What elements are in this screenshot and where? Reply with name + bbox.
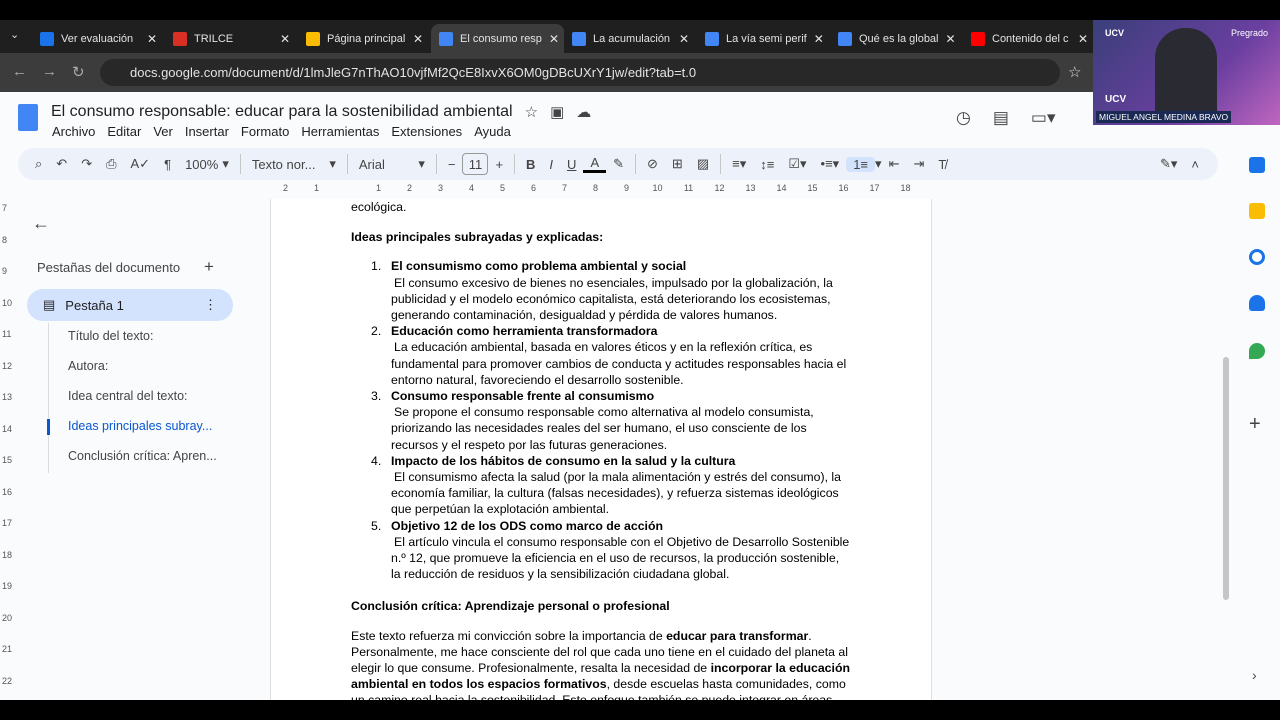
close-tab-icon[interactable]: ✕ [548,31,559,46]
add-ons-icon[interactable]: + [1249,413,1261,435]
tab-options-icon[interactable]: ⋮ [204,297,217,312]
ruler-tick: 1 [375,183,381,193]
increase-font-size-button[interactable]: + [495,156,504,172]
browser-tab[interactable] [697,24,830,53]
ruler-tick: 19 [2,581,13,591]
bookmark-star-icon[interactable]: ☆ [1068,64,1082,81]
font-size-input[interactable] [462,153,488,175]
list-item [351,388,851,453]
scrollbar[interactable] [1223,357,1229,600]
menu-archivo[interactable]: Archivo [52,124,96,139]
ruler-tick: 18 [2,549,13,560]
image-icon[interactable]: ▨ [696,156,710,171]
clear-formatting-icon[interactable]: T̸ [938,156,947,172]
favicon-icon [705,32,719,46]
font-value: Arial [358,156,385,172]
tab-title: El consumo resp [460,32,542,45]
list-number: 3. [371,389,382,404]
item-title: El consumismo como problema ambiental y social [391,259,687,274]
ruler-tick: 13 [2,392,13,402]
address-bar-row [0,53,1280,92]
list-item [351,453,851,518]
close-tab-icon[interactable]: ✕ [1077,31,1088,46]
outline-item[interactable]: Título del texto: [68,329,154,343]
webcam-badge: Pregrado [1230,28,1268,38]
close-tab-icon[interactable]: ✕ [146,31,157,46]
url-input[interactable] [100,59,1060,86]
decrease-font-size-button[interactable]: − [447,156,456,172]
ruler-tick: 22 [2,675,13,686]
ruler-tick: 12 [2,360,13,371]
comments-icon[interactable]: ▤ [992,108,1009,127]
browser-tab[interactable] [431,24,564,53]
document-page[interactable] [270,199,932,708]
favicon-icon [173,32,187,46]
comment-icon[interactable]: ⊞ [671,156,683,171]
list-number: 2. [371,324,382,339]
ruler-tick: 11 [2,329,12,339]
link-icon[interactable]: ⊘ [647,156,658,171]
ruler-tick: 2 [406,183,412,193]
item-title: Educación como herramienta transformadora [391,324,658,339]
title-row [51,103,591,121]
ruler-tick: 8 [592,183,598,193]
tab-title: La acumulación [593,32,671,45]
list-item [351,323,851,388]
favicon-icon [838,32,852,46]
menu-formato[interactable]: Formato [240,124,290,139]
favicon-icon [439,32,453,46]
star-icon[interactable]: ☆ [524,104,539,121]
ruler-tick: 5 [499,183,505,193]
reload-icon[interactable]: ↻ [72,64,85,81]
browser-tab[interactable] [963,24,1096,53]
tab-title: TRILCE [194,32,234,45]
outline-item[interactable]: Conclusión crítica: Apren... [68,449,217,463]
line-spacing-icon[interactable]: ↕≡ [760,156,775,172]
url-text: docs.google.com/document/d/1lmJleG7nThAO10vjfMf2QcE8IxvX6OM0gDBcUXrY1jw/edit?tab=t.0 [130,65,697,80]
undo-icon[interactable]: ↶ [56,156,68,171]
ideas-heading: Ideas principales subrayadas y explicadas: [351,230,604,245]
webcam-name: MIGUEL ANGEL MEDINA BRAVO [1096,111,1231,123]
close-tab-icon[interactable]: ✕ [945,31,956,46]
paint-format-icon[interactable]: ¶ [164,156,172,172]
vertical-ruler[interactable] [0,199,14,700]
favicon-icon [572,32,586,46]
menu-insertar[interactable]: Insertar [184,124,229,139]
increase-indent-icon[interactable]: ⇥ [913,156,925,171]
side-panel [1238,145,1280,700]
item-title: Impacto de los hábitos de consumo en la salud y la cultura [391,453,736,468]
style-select[interactable]: Texto nor... ▾ [251,156,336,172]
outline-item[interactable]: Idea central del texto: [68,389,188,403]
ruler-tick: 17 [2,518,13,528]
contacts-icon[interactable] [1249,295,1265,311]
tab-title: Ver evaluación [61,32,134,45]
ruler-tick: 16 [2,486,13,497]
ruler-tick: 10 [652,183,663,193]
favicon-icon [971,32,985,46]
browser-tab[interactable] [32,24,165,53]
ruler-tick: 9 [623,183,629,193]
item-title: Objetivo 12 de los ODS como marco de acción [391,518,663,533]
bold-icon[interactable]: B [526,156,536,172]
calendar-icon[interactable] [1249,157,1265,173]
toolbar [18,148,1218,180]
browser-tab-bar [0,20,1280,53]
ruler-tick: 15 [2,455,13,465]
ruler-tick: 16 [838,183,849,193]
list-item [351,518,851,583]
ruler-tick: 12 [714,183,725,193]
ruler-tick: 17 [869,183,880,193]
webcam-logo: UCV [1105,28,1125,38]
outline-active-marker [47,419,50,435]
document-tab-1[interactable] [27,289,233,321]
item-body: El consumismo afecta la salud (por la mala alimentación y estrés del consumo), la economía familiar, la cultura (falsas necesidades), y refuerza sistemas ideológicos que perpetúan la explotación ambiental. [391,470,841,517]
menu-editar[interactable]: Editar [107,124,142,139]
close-tab-icon[interactable]: ✕ [678,31,689,46]
ruler-tick: 9 [2,266,8,276]
maps-icon[interactable] [1249,343,1265,359]
ruler-tick: 18 [900,183,911,193]
ruler-tick: 8 [2,234,8,245]
ruler-tick: 20 [2,612,13,623]
expand-panel-icon[interactable]: › [1252,667,1257,683]
ruler-tick: 7 [2,203,8,213]
conclusion-heading: Conclusión crítica: Aprendizaje personal o profesional [351,599,670,614]
add-tab-icon[interactable]: + [204,257,214,276]
font-size-value: 11 [468,156,483,172]
tab-title: Qué es la global [859,32,939,45]
ruler-tick: 11 [683,183,694,193]
ruler-tick: 3 [437,183,443,193]
tab-title: Contenido del c [992,32,1069,45]
tabs-heading: Pestañas del documento [37,260,181,275]
menu-extensiones[interactable]: Extensiones [391,124,463,139]
conclusion-paragraph: Este texto refuerza mi convicción sobre la importancia de educar para transformar. Personalmente, me hace consciente del rol que cada uno tiene en el cuidado del planeta al elegir lo que consume. Profesionalmente, resalta la necesidad de incorporar la educación ambiental en todos los espacios formativos, desde escuelas hasta comunidades, como un camino real hacia la sostenibilidad. Este enfoque también se puede integrar en áreas [351,628,850,708]
menu-ayuda[interactable]: Ayuda [474,124,511,139]
outline-item[interactable]: Ideas principales subray... [68,419,213,433]
cloud-status-icon[interactable]: ☁ [576,104,592,121]
browser-tab[interactable] [564,24,697,53]
item-body: La educación ambiental, basada en valores éticos y en la reflexión crítica, es fundamental para promover cambios de conducta y actitudes responsables hacia el entorno natural, favoreciendo el desarrollo sostenible. [391,340,847,387]
close-tab-icon[interactable]: ✕ [813,31,824,46]
ruler-tick: 14 [776,183,787,193]
ruler-tick [332,183,363,199]
version-history-icon[interactable]: ◷ [956,108,971,127]
item-title: Consumo responsable frente al consumismo [391,389,655,404]
browser-tab[interactable] [298,24,431,53]
keep-icon[interactable] [1249,203,1265,219]
browser-tab[interactable] [165,24,298,53]
webcam-person [1155,28,1217,113]
search-menus-icon[interactable]: ⌕ [35,156,43,171]
print-icon[interactable]: ⎙ [106,156,117,171]
list-number: 5. [371,518,382,533]
move-folder-icon[interactable]: ▣ [550,104,565,121]
webcam-org-label: UCV [1105,94,1127,105]
numbered-list-icon[interactable]: 1≡ [846,157,875,172]
align-icon[interactable]: ≡▾ [732,156,747,171]
list-number: 1. [371,259,382,274]
ruler-tick: 4 [468,183,474,193]
document-title[interactable]: El consumo responsable: educar para la sostenibilidad ambiental [51,103,513,120]
list-item [351,258,851,323]
checklist-icon[interactable]: ☑▾ [788,156,807,171]
ruler-tick: 1 [313,183,319,193]
ruler-tick: 6 [530,183,536,193]
menu-bar [52,124,511,139]
text-color-icon[interactable]: A [583,155,606,173]
zoom-value: 100% [185,156,219,172]
document-icon: ▤ [43,297,56,312]
tab-search-chevron-icon[interactable]: ⌄ [10,29,20,41]
webcam-overlay [1093,20,1280,125]
spellcheck-icon[interactable]: A✓ [130,156,151,171]
tasks-icon[interactable] [1249,249,1265,265]
editing-mode-icon[interactable]: ✎▾ [1159,156,1178,171]
ruler-tick: 21 [2,644,13,654]
meet-icon[interactable]: ▭▾ [1030,108,1056,127]
tab-title: Página principal [327,32,406,45]
close-tab-icon[interactable]: ✕ [279,31,290,46]
text-fragment: ecológica. [351,200,407,214]
close-tab-icon[interactable]: ✕ [412,31,423,46]
menu-herramientas[interactable]: Herramientas [301,124,380,139]
ruler-tick: 7 [561,183,567,193]
horizontal-ruler[interactable] [270,183,932,199]
decrease-indent-icon[interactable]: ⇤ [888,156,900,171]
item-body: El artículo vincula el consumo responsable con el Objetivo de Desarrollo Sostenible n.º 12, que promueve la eficiencia en el uso de recursos, la producción sostenible, la reducción de residuos y la sensibilización ciudadana global. [391,534,850,582]
tab-title: La vía semi perif [726,32,807,45]
favicon-icon [40,32,54,46]
menu-ver[interactable]: Ver [153,124,173,139]
back-icon[interactable]: ← [12,63,27,80]
redo-icon[interactable]: ↷ [81,156,93,171]
collapse-menus-icon[interactable]: ˄ [1191,156,1199,172]
docs-logo-icon[interactable] [18,104,38,131]
ruler-tick: 13 [745,183,756,193]
favicon-icon [306,32,320,46]
item-body: El consumo excesivo de bienes no esenciales, impulsado por la globalización, la publicidad y el modelo económico capitalista, está deteriorando los ecosistemas, generando contaminación, desigualdad y pérdida de valores humanos. [391,275,833,323]
back-arrow-icon[interactable]: ← [32,213,50,233]
italic-icon[interactable]: I [549,156,554,172]
underline-icon[interactable]: U [567,156,577,172]
numbered-list-chevron-icon[interactable]: ▾ [875,156,882,171]
style-value: Texto nor... [251,156,316,172]
item-body: Se propone el consumo responsable como alternativa al modelo consumista, priorizando las necesidades reales del ser humano, el uso consciente de los recursos y el respeto por las futuras generaciones. [391,405,814,452]
tab-label: Pestaña 1 [65,297,124,313]
browser-tab[interactable] [830,24,963,53]
ruler-tick: 14 [2,423,13,434]
ruler-tick: 10 [2,297,13,308]
zoom-select[interactable]: 100% ▾ [185,156,229,172]
outline-item[interactable]: Autora: [68,359,109,373]
bulleted-list-icon[interactable]: •≡▾ [820,156,840,171]
ruler-tick: 15 [807,183,818,193]
ruler-tick: 2 [282,183,288,193]
font-select[interactable]: Arial ▾ [358,156,425,172]
forward-icon[interactable]: → [42,63,57,80]
highlight-icon[interactable]: ✎ [613,156,625,171]
list-number: 4. [371,453,382,468]
